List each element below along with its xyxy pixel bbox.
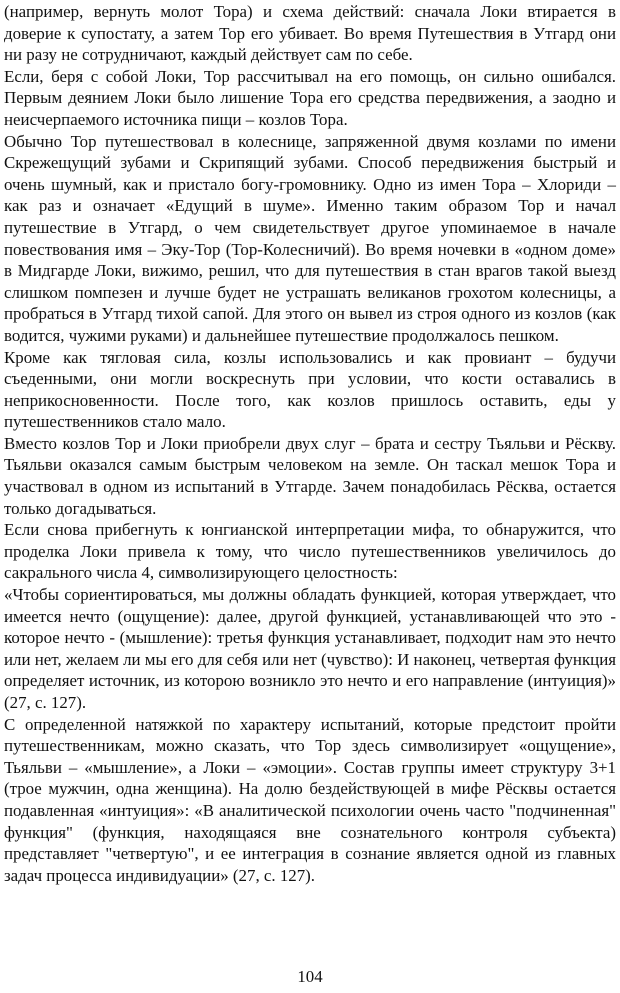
paragraph-8: С определенной натяжкой по характеру испытаний, которые предстоит пройти путешественникам, можно сказать, что Тор здесь символизирует «ощущение», Тьяльви – «мышление», а Локи – «эмоции». Состав группы имеет структуру 3+1 (трое мужчин, одна женщина). На долю бездействующей в мифе Рёсквы остается подавленная «интуиция»: «В аналитической психологии очень часто "подчиненная" функция" (функция, находящаяся вне сознательного контроля субъекта) представляет "четвертую", и ее интеграция в сознание является одной из главных задач процесса индивидуации» (27, с. 127). <box>4 714 616 885</box>
page-number: 104 <box>297 967 323 986</box>
paragraph-5: Вместо козлов Тор и Локи приобрели двух слуг – брата и сестру Тьяльви и Рёскву. Тьяльви оказался самым быстрым человеком на земле. Он таскал мешок Тора и участвовал в одном из испытаний в Утгарде. Зачем понадобилась Рёсква, остается только догадываться. <box>4 433 616 518</box>
paragraph-4: Кроме как тягловая сила, козлы использовались и как провиант – будучи съеденными, они могли воскреснуть при условии, что кости оставались в неприкосновенности. После того, как козлов пришлось оставить, еды у путешественников стало мало. <box>4 347 616 432</box>
document-page <box>4 1 616 886</box>
paragraph-2: Если, беря с собой Локи, Тор рассчитывал на его помощь, он сильно ошибался. Первым деянием Локи было лишение Тора его средства передвижения, а заодно и неисчерпаемого источника пищи – козлов Тора. <box>4 66 616 129</box>
paragraph-3: Обычно Тор путешествовал в колеснице, запряженной двумя козлами по имени Скрежещущий зубами и Скрипящий зубами. Способ передвижения быстрый и очень шумный, как и пристало богу-громовнику. Одно из имен Тора – Хлориди – как раз и означает «Едущий в шуме». Именно таким образом Тор и начал путешествие в Утгард, о чем свидетельствует другое упоминаемое в начале повествования имя – Эку-Тор (Тор-Колесничий). Во время ночевки в «одном доме» в Мидгарде Локи, вижимо, решил, что для путешествия в стан врагов такой выезд слишком помпезен и лучше будет не устрашать великанов грохотом колесницы, а пробраться в Утгард тихой сапой. Для этого он вывел из строя одного из козлов (как водится, чужими руками) и дальнейшее путешествие продолжалось пешком. <box>4 131 616 345</box>
quote-paragraph: «Чтобы сориентироваться, мы должны обладать функцией, которая утверждает, что имеется нечто (ощущение): далее, другой функцией, устанавливающей что это - которое нечто - (мышление): третья функция устанавливает, подходит нам это нечто или нет, желаем ли мы его для себя или нет (чувство): И наконец, четвертая функция определяет источник, из которою возникло это нечто и его направление (интуиция)» (27, с. 127). <box>4 585 617 712</box>
paragraph-6: Если снова прибегнуть к юнгианской интерпретации мифа, то обнаружится, что проделка Локи привела к тому, что число путешественников увеличилось до сакрального числа 4, символизирующего целостность: <box>4 520 616 583</box>
paragraph-1: (например, вернуть молот Тора) и схема действий: сначала Локи втирается в доверие к супостату, а затем Тор его убивает. Во время Путешествия в Утгард они ни разу не сотрудничают, каждый действует сам по себе. <box>4 2 616 65</box>
